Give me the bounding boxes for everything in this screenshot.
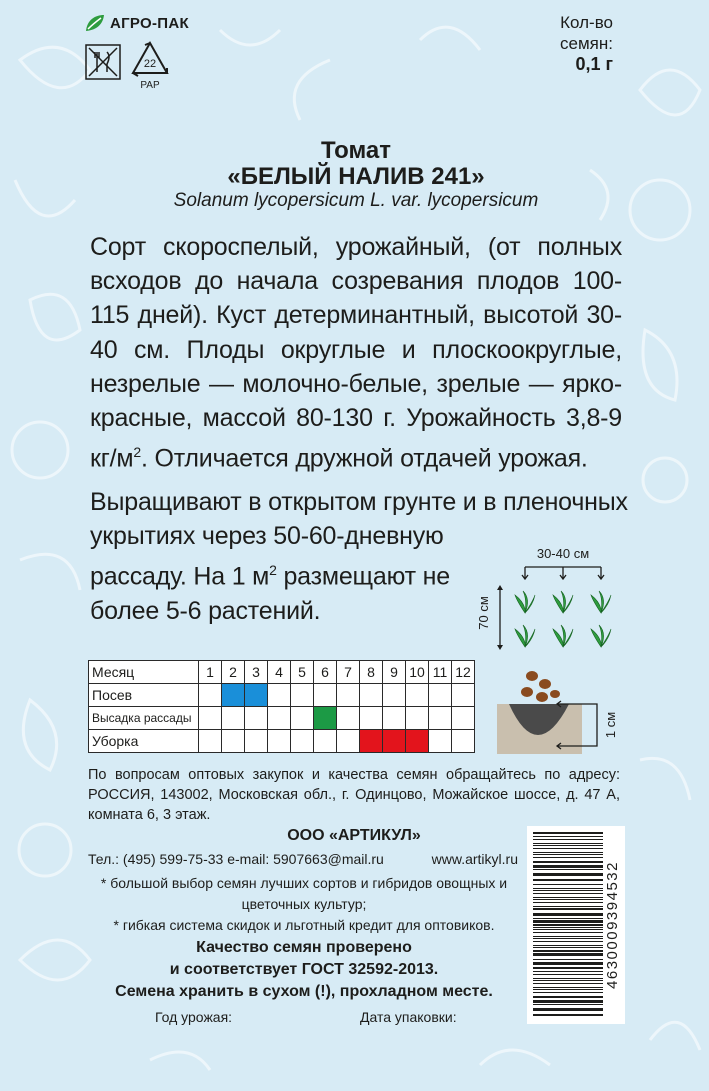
description-sup: 2: [133, 444, 141, 461]
product-type: Томат: [320, 137, 392, 164]
harvest-period-cell: [406, 730, 429, 753]
calendar-month-header: Месяц: [89, 661, 199, 684]
quality-line-1: Качество семян проверено: [196, 939, 412, 956]
harvest-label: Уборка: [89, 730, 199, 753]
sowing-depth-diagram: [497, 668, 622, 758]
barcode-bar: [533, 929, 603, 930]
barcode-bar: [533, 927, 603, 928]
recycling-icon: [127, 40, 173, 92]
barcode-bar: [533, 848, 603, 849]
quantity-label-1: Кол-во: [560, 13, 613, 32]
quality-statement: [88, 937, 520, 1003]
product-latin-name: Solanum lycopersicum L. var. lycopersicum: [173, 190, 539, 211]
barcode-bar: [533, 938, 603, 939]
month-8: 8: [360, 661, 383, 684]
description-end: . Отличается дружной отдачей урожая.: [140, 444, 588, 473]
barcode-bar: [533, 857, 603, 858]
cultivation-line-3b: размещают не: [276, 562, 450, 591]
barcode-bar: [533, 879, 603, 881]
cultivation-line-2: укрытиях через 50-60-дневную: [90, 522, 444, 551]
barcode-bar: [533, 983, 603, 984]
description-text: Сорт скороспелый, урожайный, (от полных всходов до начала созревания плодов 100-115 дней). Куст детерминантный, высотой 30-40 см. Плоды округлые и плоскоокруглые, незрелые — молочно-белые, зрелые — ярко-красные, массой 80-130 г. Урожайность 3,8-9 кг/м: [90, 233, 622, 473]
product-title: [90, 138, 622, 212]
barcode-bar: [533, 843, 603, 844]
product-variety: «БЕЛЫЙ НАЛИВ 241»: [227, 163, 485, 190]
calendar-row-transplant: [89, 707, 475, 730]
contact-address: По вопросам оптовых закупок и качества семян обращайтесь по адресу: РОССИЯ, 143002, Московская обл., г. Одинцово, Можайское шоссе, д. 47 А, комната 6, 3 этаж.: [88, 767, 620, 823]
barcode-bar: [533, 953, 603, 956]
planting-calendar: [88, 660, 475, 753]
barcode-bar: [533, 893, 603, 894]
barcode-bar: [533, 839, 603, 840]
month-5: 5: [291, 661, 314, 684]
month-4: 4: [268, 661, 291, 684]
month-6: 6: [314, 661, 337, 684]
barcode-bar: [533, 865, 603, 868]
seed-quantity: [560, 12, 613, 75]
harvest-period-cell: [360, 730, 383, 753]
month-11: 11: [429, 661, 452, 684]
barcode-bars: [527, 826, 625, 1024]
harvest-year-label: Год урожая:: [155, 1009, 233, 1025]
barcode-bar: [533, 913, 603, 916]
barcode-bar: [533, 932, 603, 933]
barcode-bar: [533, 902, 603, 903]
benefit-item: * большой выбор семян лучших сортов и гибридов овощных и цветочных культур;: [100, 875, 508, 912]
website-link[interactable]: www.artikyl.ru: [431, 851, 518, 867]
brand-name: АГРО-ПАК: [110, 14, 189, 32]
recycling-code: PAP: [140, 80, 160, 91]
month-9: 9: [383, 661, 406, 684]
month-2: 2: [222, 661, 245, 684]
barcode-bar: [533, 959, 603, 960]
transplant-label: Высадка рассады: [89, 707, 199, 730]
barcode-bar: [533, 1000, 603, 1003]
barcode-bar: [533, 974, 603, 975]
cultivation-line-4: более 5-6 растений.: [90, 596, 321, 625]
barcode-bar: [533, 971, 603, 972]
barcode-bar: [533, 884, 603, 885]
barcode-bar: [533, 836, 603, 837]
company-name: ООО «АРТИКУЛ»: [287, 827, 421, 844]
contact-line: [88, 851, 518, 867]
barcode-bar: [533, 869, 603, 870]
barcode-bar: [533, 941, 603, 942]
barcode-digits: 4630009394532: [604, 861, 621, 989]
barcode-bar: [533, 978, 603, 979]
brand-logo: [85, 14, 189, 32]
harvest-period-cell: [383, 730, 406, 753]
plant-spacing-label: 70 см: [476, 596, 491, 630]
no-food-contact-icon: [85, 44, 121, 80]
barcode-bar: [533, 987, 603, 988]
barcode-bar: [533, 861, 603, 863]
barcode-bar: [533, 996, 603, 998]
month-10: 10: [406, 661, 429, 684]
storage-note: Семена хранить в сухом (!), прохладном месте.: [115, 983, 493, 1000]
calendar-row-sowing: [89, 684, 475, 707]
cultivation-sup: 2: [269, 562, 277, 579]
barcode-bar: [533, 936, 603, 937]
cultivation-line-1: Выращивают в открытом грунте и в пленочных: [90, 488, 628, 516]
quantity-label-2: семян:: [560, 34, 613, 53]
transplant-period-cell: [314, 707, 337, 730]
barcode-bar: [533, 888, 603, 889]
barcode-bar: [533, 1008, 603, 1011]
barcode-bar: [533, 992, 603, 993]
barcode-bar: [533, 920, 603, 923]
benefits-list: [88, 873, 520, 936]
month-12: 12: [452, 661, 475, 684]
pack-date-label: Дата упаковки:: [360, 1009, 457, 1025]
barcode-bar: [533, 899, 603, 900]
quantity-value: 0,1 г: [575, 54, 613, 74]
sowing-period-cell: [245, 684, 268, 707]
barcode-bar: [533, 906, 603, 907]
barcode-bar: [533, 854, 603, 855]
row-spacing-label: 30-40 см: [536, 546, 590, 561]
planting-scheme-diagram: [475, 545, 625, 655]
barcode: [527, 826, 625, 1024]
calendar-header-row: [89, 661, 475, 684]
quality-line-2: и соответствует ГОСТ 32592-2013.: [169, 961, 439, 978]
barcode-bar: [533, 918, 603, 919]
barcode-bar: [533, 924, 603, 926]
barcode-bar: [533, 1014, 603, 1016]
recycling-number: 22: [143, 58, 157, 70]
month-3: 3: [245, 661, 268, 684]
barcode-bar: [533, 832, 603, 834]
variety-description: [90, 230, 622, 476]
phone-email: Тел.: (495) 599-75-33 e-mail: 5907663@mail.ru: [88, 851, 384, 867]
benefit-item: * гибкая система скидок и льготный кредит для оптовиков.: [113, 917, 495, 933]
barcode-bar: [533, 967, 603, 969]
month-7: 7: [337, 661, 360, 684]
barcode-bar: [533, 980, 603, 981]
barcode-bar: [533, 945, 603, 946]
sowing-label: Посев: [89, 684, 199, 707]
barcode-bar: [533, 845, 603, 846]
barcode-bar: [533, 962, 603, 965]
barcode-bar: [533, 890, 603, 891]
barcode-bar: [533, 908, 603, 910]
calendar-row-harvest: [89, 730, 475, 753]
cultivation-line-3a: рассаду. На 1 м: [90, 562, 270, 591]
barcode-bar: [533, 947, 603, 948]
barcode-bar: [533, 1004, 603, 1005]
seeds-icon: [521, 671, 560, 702]
sowing-depth-label: 1 см: [603, 711, 618, 739]
barcode-bar: [533, 873, 603, 876]
barcode-bar: [533, 897, 603, 898]
sowing-period-cell: [222, 684, 245, 707]
barcode-bar: [533, 852, 603, 853]
leaf-icon: [85, 14, 105, 32]
month-1: 1: [199, 661, 222, 684]
barcode-bar: [533, 950, 603, 952]
barcode-bar: [533, 989, 603, 990]
